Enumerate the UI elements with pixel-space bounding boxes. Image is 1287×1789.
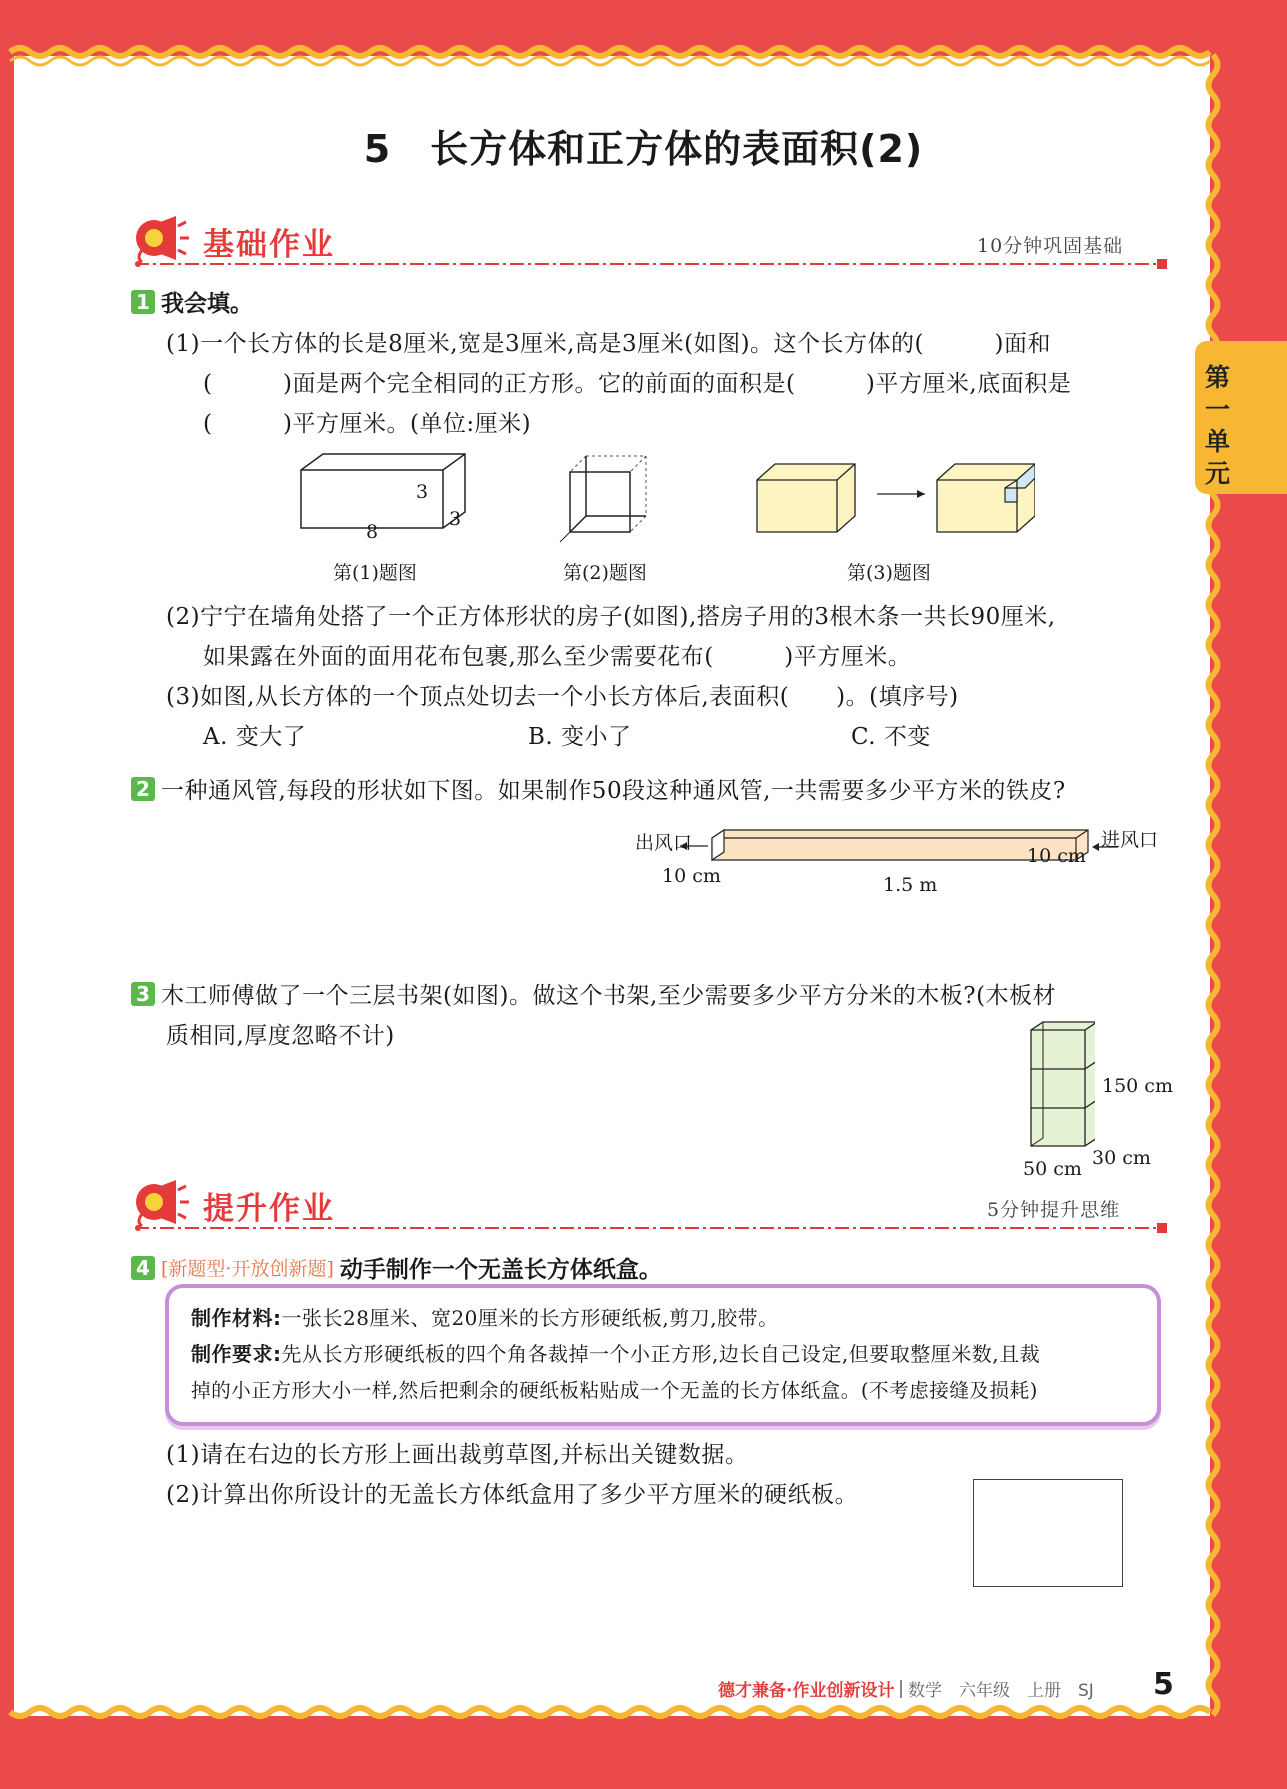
advanced-section-note: 5分钟提升思维 (987, 1199, 1121, 1221)
fig1-width-label: 3 (449, 508, 462, 530)
question-number: 3 (131, 982, 155, 1006)
bookshelf-width-label: 50 cm (1023, 1158, 1082, 1180)
page-number: 5 (1153, 1667, 1174, 1702)
page-title: 5 长方体和正方体的表面积(2) (363, 127, 924, 171)
requirements-line1 (191, 1338, 1040, 1367)
question-4-tag: [新题型·开放创新题] (161, 1258, 334, 1280)
question-2-heading (131, 772, 1066, 805)
basic-section-note: 10分钟巩固基础 (977, 235, 1124, 257)
requirements-label: 制作要求: (191, 1342, 282, 1366)
question-1-heading (131, 285, 253, 318)
question-3-line1: 木工师傅做了一个三层书架(如图)。做这个书架,至少需要多少平方分米的木板?(木板材 (161, 983, 1057, 1009)
q1-part3-line1: (3)如图,从长方体的一个顶点处切去一个小长方体后,表面积( )。(填序号) (166, 684, 959, 710)
bookshelf-depth-label: 30 cm (1092, 1147, 1151, 1169)
footer-info: 数学 六年级 上册 SJ (907, 1681, 1094, 1701)
fig1-height-label: 3 (416, 481, 429, 503)
question-number: 1 (131, 290, 155, 314)
footer-brand: 德才兼备·作业创新设计 (718, 1681, 895, 1701)
question-4-title: 动手制作一个无盖长方体纸盒。 (339, 1257, 662, 1283)
megaphone-icon (132, 208, 192, 264)
megaphone-icon (132, 1172, 192, 1228)
section-divider (135, 1222, 1175, 1234)
figure-1-cuboid (295, 450, 475, 545)
figure-2-corner-cube (558, 450, 658, 550)
q1-part1-line1: (1)一个长方体的长是8厘米,宽是3厘米,高是3厘米(如图)。这个长方体的( )面和 (166, 331, 1051, 357)
section-divider (135, 258, 1175, 270)
inlet-label: 进风口 (1101, 829, 1159, 851)
pipe-width-label: 10 cm (1027, 845, 1086, 867)
requirements-text-1: 先从长方形硬纸板的四个角各裁掉一个小正方形,边长自己设定,但要取整厘米数,且裁 (281, 1342, 1041, 1366)
requirements-line2: 掉的小正方形大小一样,然后把剩余的硬纸板粘贴成一个无盖的长方体纸盒。(不考虑接缝及损耗) (191, 1379, 1038, 1402)
question-2-text: 一种通风管,每段的形状如下图。如果制作50段这种通风管,一共需要多少平方米的铁皮? (161, 778, 1066, 804)
q1-part1-line3: ( )平方厘米。(单位:厘米) (203, 411, 532, 437)
q1-option-c: C. 不变 (851, 724, 931, 750)
fig2-caption: 第(2)题图 (563, 562, 647, 584)
unit-tab-label: 第一单元 (1205, 363, 1231, 488)
advanced-section-title: 提升作业 (203, 1191, 335, 1227)
question-number: 4 (131, 1256, 155, 1280)
question-number: 2 (131, 777, 155, 801)
question-3-line2: 质相同,厚度忽略不计) (166, 1023, 395, 1049)
footer-divider (900, 1680, 902, 1698)
outlet-label: 出风口 (635, 832, 693, 854)
figure-bookshelf (1025, 1020, 1095, 1155)
q1-part2-line2: 如果露在外面的面用花布包裹,那么至少需要花布( )平方厘米。 (203, 644, 912, 670)
q4-sub2: (2)计算出你所设计的无盖长方体纸盒用了多少平方厘米的硬纸板。 (166, 1482, 859, 1508)
pipe-length-label: 1.5 m (883, 874, 938, 896)
q1-option-a: A. 变大了 (203, 724, 307, 750)
pipe-side-label: 10 cm (662, 865, 721, 887)
materials-label: 制作材料: (191, 1306, 282, 1330)
q4-sub1: (1)请在右边的长方形上画出裁剪草图,并标出关键数据。 (166, 1442, 749, 1468)
question-3-heading (131, 977, 1056, 1010)
figure-3-cut-cuboid (755, 460, 1035, 540)
q1-part1-line2: ( )面是两个完全相同的正方形。它的前面的面积是( )平方厘米,底面积是 (203, 371, 1072, 397)
fig3-caption: 第(3)题图 (847, 562, 931, 584)
q1-option-b: B. 变小了 (528, 724, 632, 750)
footer (718, 1676, 1094, 1701)
bookshelf-height-label: 150 cm (1102, 1075, 1173, 1097)
fig1-length-label: 8 (366, 521, 379, 543)
materials-box (165, 1284, 1161, 1426)
basic-section-title: 基础作业 (203, 227, 335, 263)
materials-line (191, 1302, 779, 1331)
question-4-heading (131, 1251, 662, 1284)
question-1-title: 我会填。 (161, 291, 253, 317)
q1-part2-line1: (2)宁宁在墙角处搭了一个正方体形状的房子(如图),搭房子用的3根木条一共长90厘米, (166, 604, 1056, 630)
sketch-drawing-area[interactable] (973, 1479, 1123, 1587)
materials-text: 一张长28厘米、宽20厘米的长方形硬纸板,剪刀,胶带。 (281, 1306, 779, 1330)
fig1-caption: 第(1)题图 (333, 562, 417, 584)
